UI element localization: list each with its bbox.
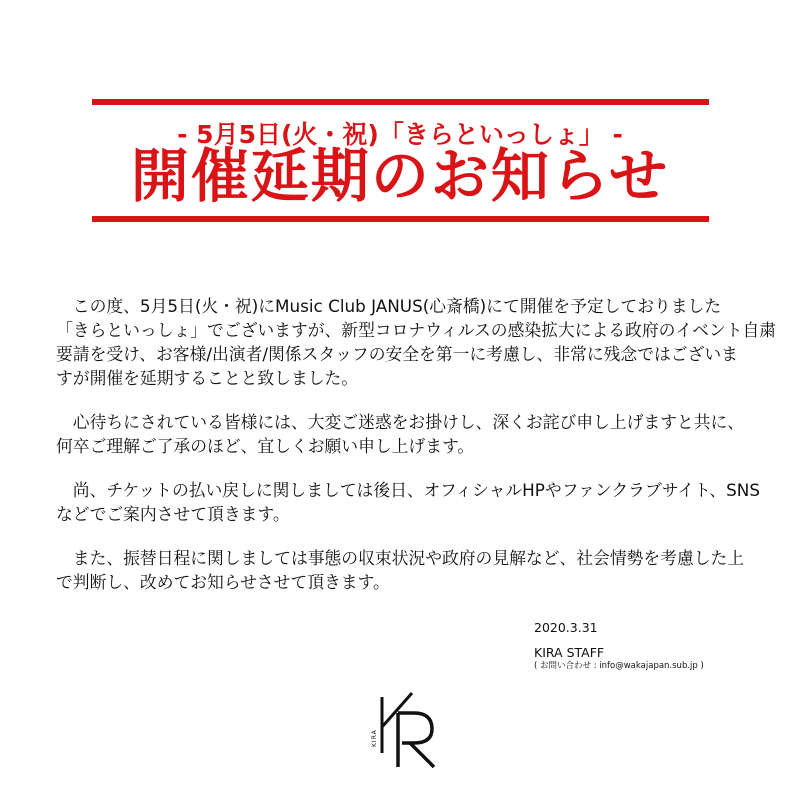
staff-name: KIRA STAFF xyxy=(534,645,605,660)
body-line: 要請を受け、お客様/出演者/関係スタッフの安全を第一に考慮し、非常に残念ではございま xyxy=(56,344,738,364)
body-paragraph xyxy=(56,546,756,594)
top-red-rule xyxy=(92,99,709,105)
body-line: などでご案内させて頂きます。 xyxy=(56,504,290,524)
body-line: すが開催を延期することと致しました。 xyxy=(56,368,359,388)
body-paragraph xyxy=(56,478,761,526)
body-line: この度、5月5日(火・祝)にMusic Club JANUS(心斎橋)にて開催を予定しておりました xyxy=(56,296,722,316)
signature-block xyxy=(534,620,704,672)
body-paragraph xyxy=(56,410,756,458)
logo-text: KIRA xyxy=(371,729,378,747)
body-line: 心待ちにされている皆様には、大変ご迷惑をお掛けし、深くお詫び申し上げますと共に、 xyxy=(56,412,745,432)
kira-logo-icon xyxy=(372,683,442,768)
announcement-headline: 開催延期のお知らせ xyxy=(130,142,670,210)
body-line: で判断し、改めてお知らせさせて頂きます。 xyxy=(56,572,390,592)
body-line: 「きらといっしょ」でございますが、新型コロナウィルスの感染拡大による政府のイベント自粛 xyxy=(56,320,777,340)
bottom-red-rule xyxy=(92,216,709,222)
body-line: 尚、チケットの払い戻しに関しましては後日、オフィシャルHPやファンクラブサイト、SNS xyxy=(56,480,761,500)
announcement-body xyxy=(56,294,777,614)
body-line: 何卒ご理解ご了承のほど、宜しくお願い申し上げます。 xyxy=(56,436,475,456)
contact-info: ( お問い合わせ : info@wakajapan.sub.jp ) xyxy=(534,661,704,671)
announcement-date: 2020.3.31 xyxy=(534,620,598,635)
body-line: また、振替日程に関しましては事態の収束状況や政府の見解など、社会情勢を考慮した上 xyxy=(56,548,745,568)
announcement-subtitle: - 5月5日(火・祝)「きらといっしょ」 - xyxy=(177,120,623,149)
body-paragraph xyxy=(56,294,777,390)
